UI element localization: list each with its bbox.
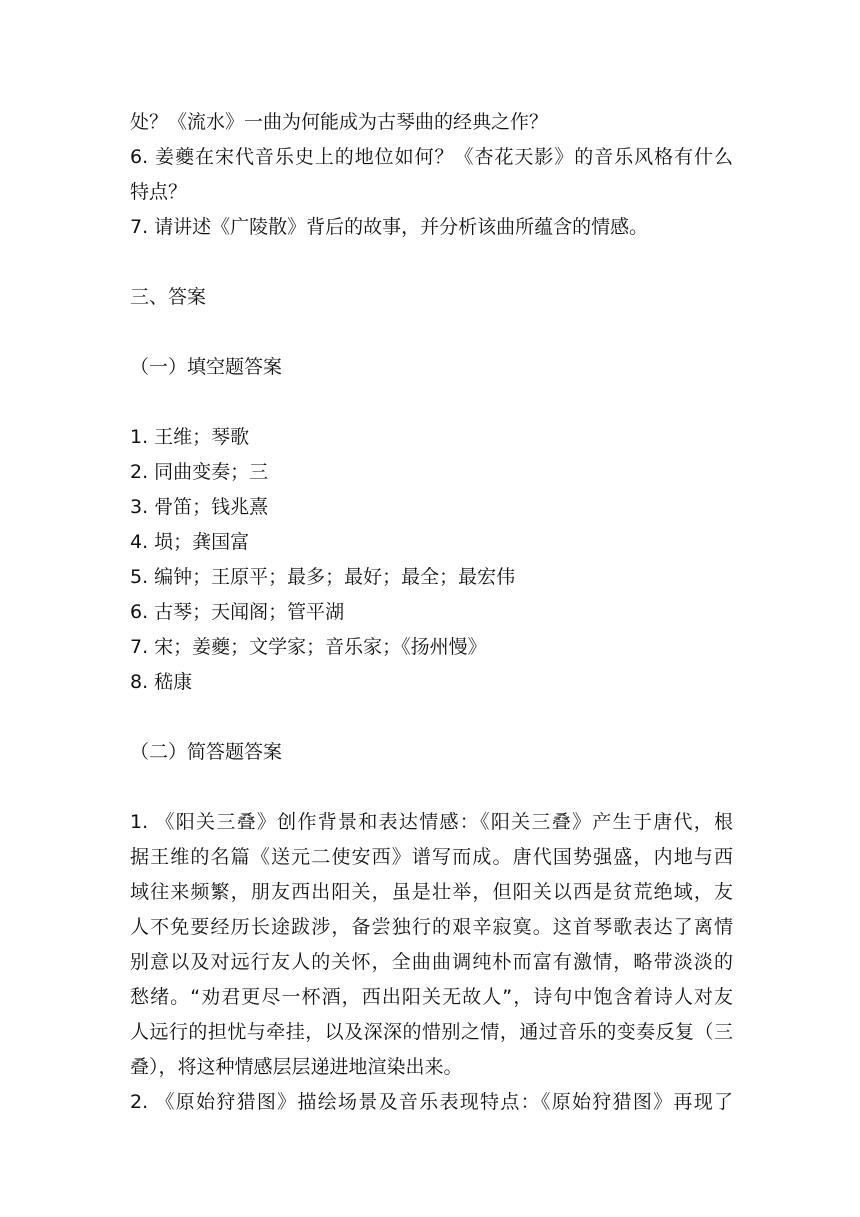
question-line: 6. 姜夔在宋代音乐史上的地位如何？《杏花天影》的音乐风格有什么 bbox=[130, 146, 733, 168]
fill-answer-item: 1. 王维；琴歌 bbox=[130, 426, 250, 448]
fill-answer-item: 2. 同曲变奏；三 bbox=[130, 461, 269, 483]
short-answer-line: 愁绪。“劝君更尽一杯酒，西出阳关无故人”，诗句中饱含着诗人对友 bbox=[130, 986, 733, 1008]
section-heading: 三、答案 bbox=[130, 286, 207, 308]
short-answer-line: 叠），将这种情感层层递进地渲染出来。 bbox=[130, 1056, 463, 1078]
short-answer-line: 据王维的名篇《送元二使安西》谱写而成。唐代国势强盛，内地与西 bbox=[130, 846, 733, 868]
spacer bbox=[130, 315, 733, 350]
short-answer-line: 域往来频繁，朋友西出阳关，虽是壮举，但阳关以西是贫荒绝域，友 bbox=[130, 881, 733, 903]
subsection-heading-short: （二）简答题答案 bbox=[130, 741, 283, 763]
subsection-heading-fill: （一）填空题答案 bbox=[130, 356, 283, 378]
question-line: 7. 请讲述《广陵散》背后的故事，并分析该曲所蕴含的情感。 bbox=[130, 216, 649, 238]
fill-answer-item: 5. 编钟；王原平；最多；最好；最全；最宏伟 bbox=[130, 566, 516, 588]
fill-answer-item: 4. 埙；龚国富 bbox=[130, 531, 250, 553]
short-answer-line: 人不免要经历长途跋涉，备尝独行的艰辛寂寞。这首琴歌表达了离情 bbox=[130, 916, 733, 938]
fill-answer-item: 6. 古琴；天闻阁；管平湖 bbox=[130, 601, 345, 623]
short-answer-line: 1. 《阳关三叠》创作背景和表达情感：《阳关三叠》产生于唐代，根 bbox=[130, 811, 733, 833]
spacer bbox=[130, 700, 733, 735]
question-line: 处？《流水》一曲为何能成为古琴曲的经典之作？ bbox=[130, 111, 549, 133]
short-answer-line: 2. 《原始狩猎图》描绘场景及音乐表现特点：《原始狩猎图》再现了 bbox=[130, 1091, 733, 1113]
fill-answer-item: 7. 宋；姜夔；文学家；音乐家；《扬州慢》 bbox=[130, 636, 487, 658]
short-answer-line: 人远行的担忧与牵挂，以及深深的惜别之情，通过音乐的变奏反复（三 bbox=[130, 1021, 733, 1043]
fill-answer-item: 8. 嵇康 bbox=[130, 671, 193, 693]
fill-answer-item: 3. 骨笛；钱兆熹 bbox=[130, 496, 269, 518]
spacer bbox=[130, 245, 733, 280]
spacer bbox=[130, 385, 733, 420]
question-line: 特点？ bbox=[130, 181, 188, 203]
spacer bbox=[130, 770, 733, 805]
short-answer-line: 别意以及对远行友人的关怀，全曲曲调纯朴而富有激情，略带淡淡的 bbox=[130, 951, 733, 973]
document-page bbox=[130, 105, 733, 1120]
